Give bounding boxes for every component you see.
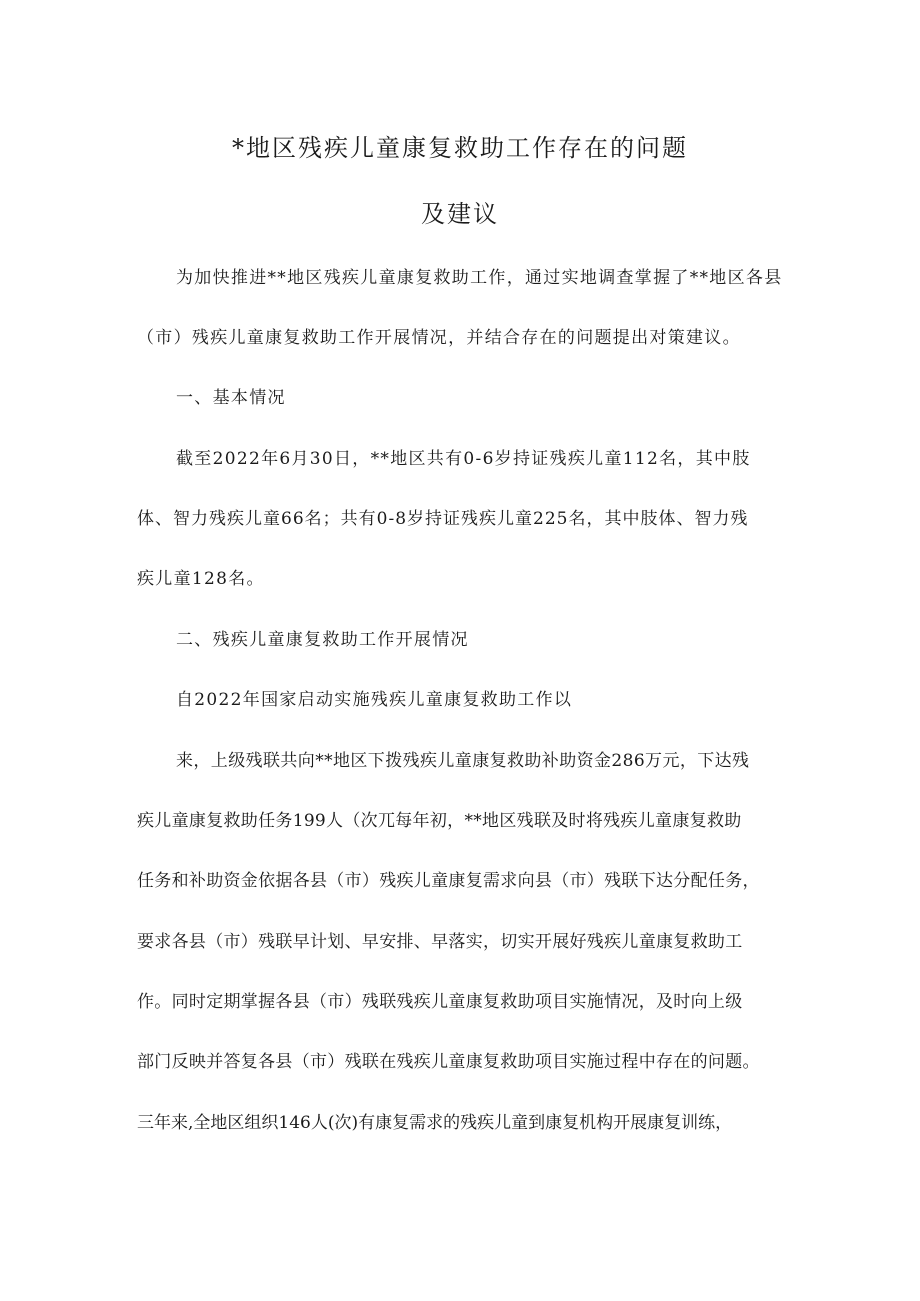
section-heading-basic: 一、基本情况 [176,388,286,408]
paragraph-intro-line-2: （市）残疾儿童康复救助工作开展情况，并结合存在的问题提出对策建议。 [137,328,741,348]
paragraph-progress-line-4: 任务和补助资金依据各县（市）残疾儿童康复需求向县（市）残联下达分配任务， [137,871,760,891]
paragraph-progress-line-7: 部门反映并答复各县（市）残联在残疾儿童康复救助项目实施过程中存在的问题。 [137,1052,760,1072]
paragraph-progress-line-3: 疾儿童康复救助任务199人（次兀每年初，**地区残联及时将残疾儿童康复救助 [137,811,742,831]
paragraph-progress-line-2: 来，上级残联共向**地区下拨残疾儿童康复救助补助资金286万元，下达残 [176,751,750,771]
paragraph-progress-line-8: 三年来,全地区组织146人(次)有康复需求的残疾儿童到康复机构开展康复训练， [137,1113,733,1133]
paragraph-basic-line-1: 截至2022年6月30日，**地区共有0-6岁持证残疾儿童112名，其中肢 [176,449,751,469]
paragraph-basic-line-2: 体、智力残疾儿童66名；共有0-8岁持证残疾儿童225名，其中肢体、智力残 [137,509,749,529]
paragraph-progress-line-6: 作。同时定期掌握各县（市）残联残疾儿童康复救助项目实施情况，及时向上级 [137,992,743,1012]
paragraph-basic-line-3: 疾儿童128名。 [137,569,265,589]
document-title: *地区残疾儿童康复救助工作存在的问题 [232,134,688,162]
paragraph-intro-line-1: 为加快推进**地区残疾儿童康复救助工作，通过实地调查掌握了**地区各县 [176,268,783,288]
paragraph-progress-line-5: 要求各县（市）残联早计划、早安排、早落实，切实开展好残疾儿童康复救助工 [137,932,743,952]
section-heading-progress: 二、残疾儿童康复救助工作开展情况 [176,630,469,650]
document-title-continued: 及建议 [421,200,499,228]
paragraph-progress-line-1: 自2022年国家启动实施残疾儿童康复救助工作以 [176,690,573,710]
